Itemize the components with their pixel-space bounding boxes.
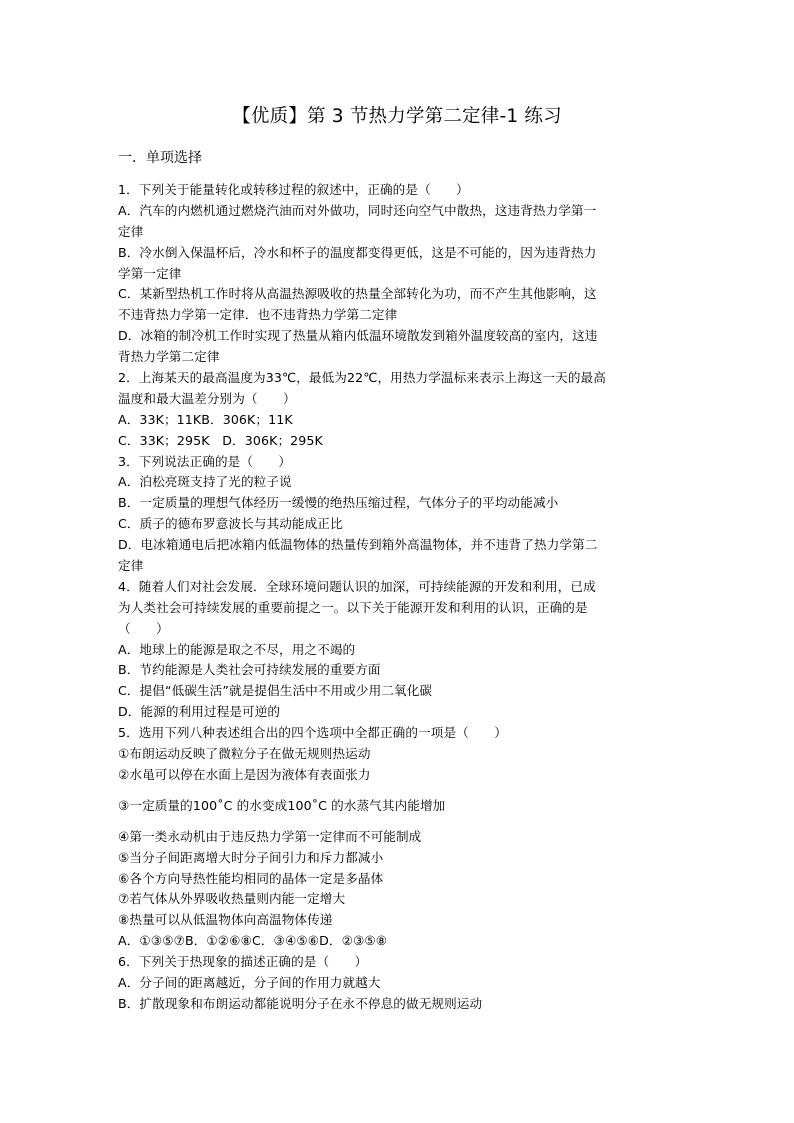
text-line: ⑥各个方向导热性能均相同的晶体一定是多晶体 <box>118 870 384 886</box>
text-line: 2．上海某天的最高温度为33℃，最低为22℃，用热力学温标来表示上海这一天的最高 <box>118 370 606 386</box>
text-line: ①布朗运动反映了微粒分子在做无规则热运动 <box>118 746 371 762</box>
text-line: D．能源的利用过程是可逆的 <box>118 704 281 720</box>
text-line: 定律 <box>118 558 144 574</box>
text-line: D．电冰箱通电后把冰箱内低温物体的热量传到箱外高温物体，并不违背了热力学第二 <box>118 537 598 553</box>
text-line: B．扩散现象和布朗运动都能说明分子在永不停息的做无规则运动 <box>118 995 483 1011</box>
text-line: 3．下列说法正确的是（ ） <box>118 453 292 469</box>
text-line: ②水黾可以停在水面上是因为液体有表面张力 <box>118 766 371 782</box>
section-heading: 一．单项选择 <box>118 150 202 166</box>
text-line: 5．选用下列八种表述组合出的四个选项中全都正确的一项是（ ） <box>118 725 507 741</box>
document-body <box>118 180 678 1015</box>
text-line: A．①③⑤⑦B．①②⑥⑧C．③④⑤⑥D．②③⑤⑧ <box>118 933 388 949</box>
text-line: （ ） <box>118 620 169 636</box>
text-line: B．一定质量的理想气体经历一缓慢的绝热压缩过程，气体分子的平均动能减小 <box>118 495 559 511</box>
text-line: 背热力学第二定律 <box>118 349 220 365</box>
text-line: B．节约能源是人类社会可持续发展的重要方面 <box>118 662 381 678</box>
text-line: 不违背热力学第一定律．也不违背热力学第二定律 <box>118 307 398 323</box>
text-line: D．冰箱的制冷机工作时实现了热量从箱内低温环境散发到箱外温度较高的室内，这违 <box>118 328 598 344</box>
text-line: A．分子间的距离越近，分子间的作用力就越大 <box>118 974 381 990</box>
text-line: C．提倡“低碳生活”就是提倡生活中不用或少用二氧化碳 <box>118 683 433 699</box>
text-line: 学第一定律 <box>118 265 182 281</box>
text-line: A．地球上的能源是取之不尽，用之不竭的 <box>118 641 356 657</box>
text-line: A．泊松亮斑支持了光的粒子说 <box>118 474 292 490</box>
text-line: B．冷水倒入保温杯后，冷水和杯子的温度都变得更低，这是不可能的，因为违背热力 <box>118 244 597 260</box>
text-line: 定律 <box>118 223 144 239</box>
spacer <box>118 817 678 827</box>
text-line: 1．下列关于能量转化或转移过程的叙述中，正确的是（ ） <box>118 182 469 197</box>
text-line: ④第一类永动机由于违反热力学第一定律而不可能制成 <box>118 828 422 844</box>
text-line: C．33K；295K D．306K；295K <box>118 432 323 448</box>
text-line: C．某新型热机工作时将从高温热源吸收的热量全部转化为功，而不产生其他影响，这 <box>118 286 597 302</box>
text-line: A．汽车的内燃机通过燃烧汽油而对外做功，同时还向空气中散热，这违背热力学第一 <box>118 202 597 218</box>
text-line: ⑧热量可以从低温物体向高温物体传递 <box>118 912 333 928</box>
text-line: 4．随着人们对社会发展．全球环境问题认识的加深，可持续能源的开发和利用，已成 <box>118 578 596 594</box>
text-line: C．质子的德布罗意波长与其动能成正比 <box>118 516 343 532</box>
text-line: ⑤当分子间距离增大时分子间引力和斥力都减小 <box>118 849 384 865</box>
text-line: ⑦若气体从外界吸收热量则内能一定增大 <box>118 891 346 907</box>
text-line: ③一定质量的100˚C 的水变成100˚C 的水蒸气其内能增加 <box>118 797 446 813</box>
text-line: 温度和最大温差分别为（ ） <box>118 390 296 406</box>
text-line: A．33K；11KB．306K；11K <box>118 411 293 427</box>
spacer <box>118 786 678 796</box>
text-line: 为人类社会可持续发展的重要前提之一。以下关于能源开发和利用的认识，正确的是 <box>118 599 588 615</box>
text-line: 6．下列关于热现象的描述正确的是（ ） <box>118 954 368 970</box>
page-title: 【优质】第 3 节热力学第二定律-1 练习 <box>232 106 562 127</box>
